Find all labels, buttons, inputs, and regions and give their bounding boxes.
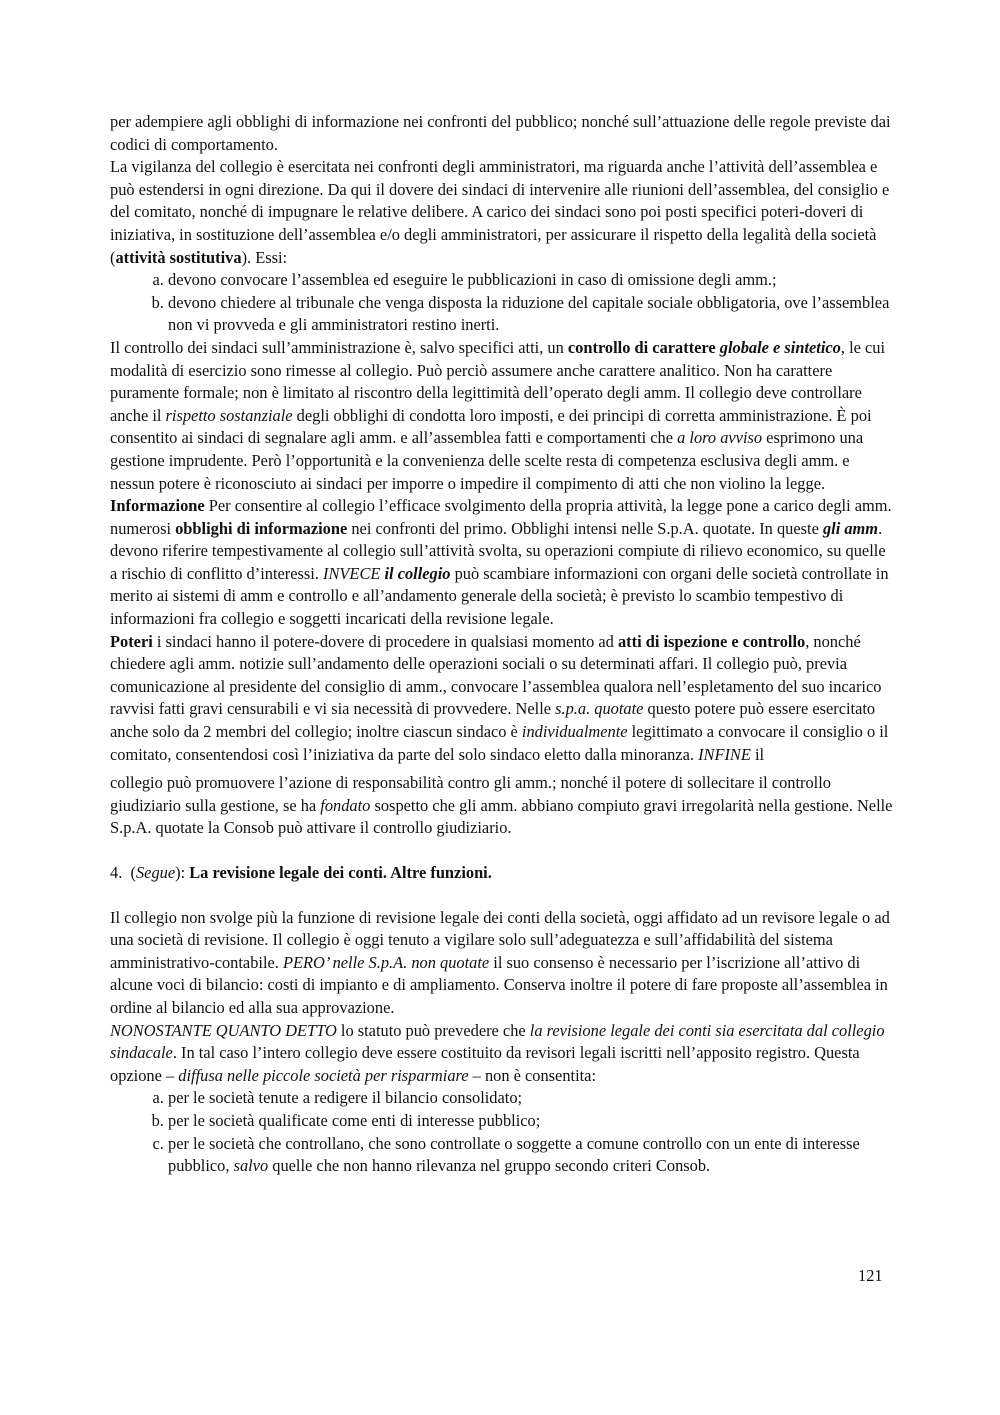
list-duties — [110, 269, 895, 337]
italic-term: PERO’ nelle S.p.A. non quotate — [282, 952, 490, 972]
text-span: per adempiere agli obblighi di informazione nei confronti del pubblico; nonché sull’attuazione delle regole previste dai codici di comportamento. — [110, 112, 891, 154]
list-item: a. devono convocare l’assemblea ed eseguire le pubblicazioni in caso di omissione degli amm.; — [168, 269, 895, 292]
text-span: il suo consenso è necessario per l’iscrizione all’attivo di alcune voci di bilancio: costi di impianto e di ampliamento. Conserva inoltre il potere di fare proposte all’assemblea in ordine al bilancio ed alla sua approvazione. — [110, 952, 888, 1017]
text-span: Il collegio non svolge più la funzione di revisione legale dei conti della società, oggi affidato ad un revisore legale o ad una società di revisione. Il collegio è oggi tenuto a vigilare solo sull’adeguatezza e sull’affidabilità del sistema amministrativo-contabile. — [110, 907, 890, 972]
text-span: – non è consentita: — [468, 1065, 597, 1085]
italic-term: INFINE — [698, 744, 751, 764]
paragraph-7 — [110, 907, 895, 1020]
text-span: legittimato a convocare il consiglio o il comitato, consentendosi così l’iniziativa da parte del solo sindaco eletto dalla minoranza. — [110, 722, 889, 764]
paragraph-8 — [110, 1020, 895, 1088]
page-body — [110, 111, 895, 1178]
italic-term: diffusa nelle piccole società per risparmiare — [178, 1065, 469, 1085]
text-span: esprimono una gestione imprudente. Però l’opportunità e la convenienza delle scelte resta di competenza esclusiva degli amm. e nessun potere è riconosciuto ai sindaci per imporre o impedire il compimento di atti che non violino la legge. — [110, 428, 864, 493]
list-exclusions — [110, 1087, 895, 1177]
italic-term: rispetto sostanziale — [165, 405, 293, 425]
text-span: collegio può promuovere l’azione di responsabilità contro gli amm.; nonché il potere di sollecitare il controllo giudiziario sulla gestione, se ha — [110, 773, 831, 815]
bold-italic-term: gli amm — [822, 518, 879, 538]
italic-term: salvo — [233, 1156, 269, 1176]
bold-term: controllo di carattere — [567, 337, 720, 357]
paragraph-1 — [110, 111, 895, 156]
bold-term: atti di ispezione e controllo — [617, 631, 806, 651]
text-span: degli obblighi di condotta loro imposti, e dei principi di corretta amministrazione. È poi consentito ai sindaci di segnalare agli amm. e all’assemblea fatti e comportamenti che — [110, 405, 872, 448]
text-span: lo statuto può prevedere che — [336, 1020, 530, 1040]
text-span: ): — [175, 863, 186, 882]
text-span: per le società che controllano, che sono controllate o soggette a comune controllo con un ente di interesse pubblico, — [168, 1133, 860, 1176]
text-span: quelle che non hanno rilevanza nel gruppo secondo criteri Consob. — [268, 1156, 711, 1176]
italic-term: la revisione legale dei conti sia esercitata dal collegio sindacale — [110, 1020, 885, 1063]
text-span: nei confronti del primo. Obblighi intensi nelle S.p.A. quotate. In queste — [347, 518, 823, 538]
text-span: Il controllo dei sindaci sull’amministrazione è, salvo specifici atti, un — [110, 337, 568, 357]
bold-italic-term: globale e sintetico — [719, 337, 841, 357]
list-item — [168, 1133, 895, 1178]
bold-term: obblighi di informazione — [175, 518, 348, 538]
page-number: 121 — [858, 1266, 883, 1285]
text-span: La vigilanza del collegio è esercitata nei confronti degli amministratori, ma riguarda anche l’attività dell’assemblea e può estendersi in ogni direzione. Da qui il dovere dei sindaci di intervenire alle riunioni dell’assemblea, del consiglio e del comitato, nonché di impugnare le relative delibere. A carico dei sindaci sono poi posti specifici poteri-doveri di iniziativa, in sostituzione dell’assemblea e/o degli amministratori, per assicurare il rispetto della legalità della società ( — [110, 157, 890, 267]
italic-term: fondato — [320, 795, 371, 815]
paragraph-informazione — [110, 495, 895, 631]
list-item: b. per le società qualificate come enti di interesse pubblico; — [168, 1110, 895, 1133]
section-title: La revisione legale dei conti. Altre funzioni. — [189, 863, 492, 882]
text-span: sospetto che gli amm. abbiano compiuto gravi irregolarità nella gestione. Nelle S.p.A. quotate la Consob può attivare il controllo giudiziario. — [110, 795, 893, 838]
italic-term: individualmente — [521, 722, 628, 742]
text-span: , le cui modalità di esercizio sono rimesse al collegio. Può perciò assumere anche carattere analitico. Non ha carattere puramente formale; non è limitato al riscontro della legittimità dell’operato degli amm. Il collegio deve controllare anche il — [110, 337, 886, 425]
paragraph-2 — [110, 156, 895, 269]
paragraph-3 — [110, 337, 895, 495]
inline-heading: Poteri — [110, 631, 153, 651]
paragraph-6 — [110, 772, 895, 840]
bold-italic-term: il collegio — [384, 563, 451, 583]
section-number: 4. — [110, 863, 123, 882]
italic-term: INVECE — [323, 563, 381, 583]
inline-heading: Informazione — [110, 496, 205, 516]
text-span: . devono riferire tempestivamente al collegio sull’attività svolta, su operazioni compiute di rilievo economico, su quelle a rischio di conflitto d’interessi. — [110, 518, 886, 583]
italic-term: s.p.a. quotate — [555, 699, 644, 719]
text-span: . In tal caso l’intero collegio deve essere costituito da revisori legali iscritti nell’apposito registro. Questa opzione – — [110, 1043, 860, 1085]
italic-term: NONOSTANTE QUANTO DETTO — [110, 1020, 337, 1040]
italic-term: a loro avviso — [677, 428, 763, 448]
text-span: , nonché chiedere agli amm. notizie sull’andamento delle operazioni sociali o su determinati affari. Il collegio può, previa comunicazione al presidente del consiglio di amm., convocare l’assemblea qualora nell’espletamento del suo incarico ravvisi fatti gravi censurabili e vi sia necessità di provvedere. Nelle — [110, 631, 882, 719]
text-span: ). Essi: — [241, 247, 288, 267]
paragraph-poteri — [110, 631, 895, 767]
text-span: i sindaci hanno il potere-dovere di procedere in qualsiasi momento ad — [152, 631, 618, 651]
text-span: ( — [130, 863, 136, 882]
list-item: b. devono chiedere al tribunale che venga disposta la riduzione del capitale sociale obbligatoria, ove l’assemblea non vi provveda e gli amministratori restino inerti. — [168, 292, 895, 337]
list-item: a. per le società tenute a redigere il bilancio consolidato; — [168, 1087, 895, 1110]
text-span: può scambiare informazioni con organi delle società controllate in merito ai sistemi di amm e controllo e all’andamento generale della società; è previsto lo scambio tempestivo di informazioni fra collegio e soggetti incaricati della revisione legale. — [110, 563, 889, 629]
text-span: questo potere può essere esercitato anche solo da 2 membri del collegio; inoltre ciascun sindaco è — [110, 699, 876, 742]
section-heading — [110, 862, 895, 885]
italic-term: Segue — [135, 863, 176, 882]
text-span: il — [750, 744, 765, 764]
text-span: Per consentire al collegio l’efficace svolgimento della propria attività, la legge pone a carico degli amm. numerosi — [110, 496, 892, 538]
bold-term: attività sostitutiva — [115, 247, 242, 267]
